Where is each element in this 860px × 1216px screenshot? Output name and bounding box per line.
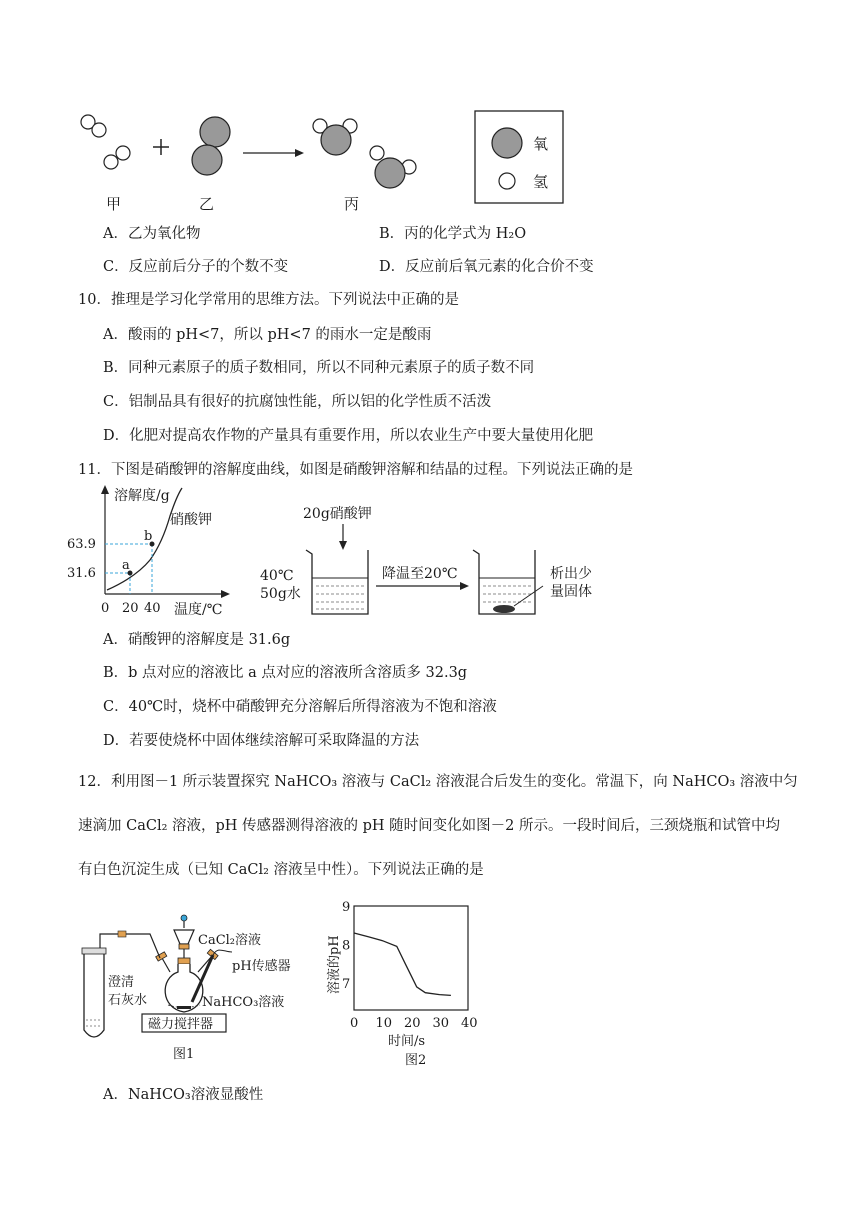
ph-sensor-label: pH传感器	[232, 959, 291, 974]
q10-stem: 10．推理是学习化学常用的思维方法。下列说法中正确的是	[78, 292, 459, 308]
q12-stem-line2: 速滴加 CaCl₂ 溶液，pH 传感器测得溶液的 pH 随时间变化如图－2 所示。一段时间后，三颈烧瓶和试管中均	[78, 818, 781, 834]
q9-option-d[interactable]: D．反应前后氧元素的化合价不变	[379, 259, 594, 275]
ph-chart-xlabel: 时间/s	[388, 1034, 426, 1049]
ph-y-tick: 7	[342, 977, 351, 992]
q10-option-b[interactable]: B．同种元素原子的质子数相同，所以不同种元素原子的质子数不同	[103, 360, 535, 376]
legend-box	[475, 111, 563, 203]
y-tick-31-6: 31.6	[67, 566, 96, 581]
limewater-label-2: 石灰水	[108, 993, 148, 1008]
label-bing: 丙	[344, 195, 360, 213]
ph-x-tick: 30	[432, 1016, 450, 1031]
q9-option-c[interactable]: C．反应前后分子的个数不变	[103, 259, 289, 275]
q9-option-a[interactable]: A．乙为氧化物	[103, 226, 201, 242]
point-b-label: b	[144, 529, 153, 544]
x-tick-20: 20	[122, 601, 139, 616]
q10-option-a[interactable]: A．酸雨的 pH<7，所以 pH<7 的雨水一定是酸雨	[103, 327, 432, 343]
ph-chart-ylabel: 溶液的pH	[327, 935, 342, 994]
q11-option-c[interactable]: C．40℃时，烧杯中硝酸钾充分溶解后所得溶液为不饱和溶液	[103, 699, 497, 715]
label-jia: 甲	[106, 195, 122, 213]
temperature-label: 40℃	[260, 568, 294, 584]
molecule-bing	[313, 119, 416, 188]
result-label-2: 量固体	[550, 584, 592, 600]
added-solute-label: 20g硝酸钾	[303, 506, 372, 522]
molecule-yi	[192, 117, 230, 175]
q10-option-c[interactable]: C．铝制品具有很好的抗腐蚀性能，所以铝的化学性质不活泼	[103, 394, 492, 410]
point-a-label: a	[122, 558, 130, 573]
ph-x-tick: 0	[350, 1016, 359, 1031]
x-tick-0: 0	[101, 601, 110, 616]
q12-option-a[interactable]: A．NaHCO₃溶液显酸性	[103, 1087, 264, 1103]
curve-label: 硝酸钾	[170, 512, 212, 528]
beaker-2	[473, 550, 535, 614]
x-tick-40: 40	[144, 601, 161, 616]
ph-x-tick: 40	[461, 1016, 478, 1031]
beaker-1	[306, 550, 368, 614]
ph-y-tick: 8	[342, 938, 351, 954]
y-tick-63-9: 63.9	[67, 537, 96, 552]
fig2-caption: 图2	[405, 1053, 427, 1068]
nahco3-label: NaHCO₃溶液	[202, 995, 285, 1010]
q11-option-d[interactable]: D．若要使烧杯中固体继续溶解可采取降温的方法	[103, 733, 420, 749]
fig1-caption: 图1	[173, 1047, 195, 1062]
reaction-arrow	[243, 149, 304, 157]
reaction-diagram	[70, 105, 590, 215]
q11-stem: 11．下图是硝酸钾的溶解度曲线，如图是硝酸钾溶解和结晶的过程。下列说法正确的是	[78, 462, 633, 478]
q11-option-a[interactable]: A．硝酸钾的溶解度是 31.6g	[103, 632, 291, 648]
q12-stem-line1: 12．利用图－1 所示装置探究 NaHCO₃ 溶液与 CaCl₂ 溶液混合后发生的变化。常温下，向 NaHCO₃ 溶液中匀	[78, 774, 798, 790]
label-yi: 乙	[199, 195, 215, 213]
q11-option-b[interactable]: B．b 点对应的溶液比 a 点对应的溶液所含溶质多 32.3g	[103, 665, 468, 681]
hydrogen-atom-icon	[499, 173, 515, 189]
test-tube	[84, 952, 104, 1037]
molecule-jia	[81, 115, 130, 169]
oxygen-atom-icon	[492, 128, 522, 158]
legend-hydrogen: 氢	[533, 173, 549, 191]
ph-chart-frame	[354, 906, 468, 1010]
dissolution-process	[258, 500, 618, 620]
solubility-ylabel: 溶解度/g	[114, 488, 170, 504]
q9-option-b[interactable]: B．丙的化学式为 H₂O	[379, 226, 527, 242]
ph-chart	[322, 898, 482, 1068]
apparatus-figure	[72, 910, 312, 1070]
solubility-graph	[67, 482, 270, 622]
cooling-label: 降温至20℃	[382, 566, 458, 582]
result-label-1: 析出少	[550, 566, 592, 582]
ph-y-tick: 9	[342, 900, 351, 915]
solubility-xlabel: 温度/℃	[174, 602, 223, 618]
q10-option-d[interactable]: D．化肥对提高农作物的产量具有重要作用，所以农业生产中要大量使用化肥	[103, 428, 594, 444]
plus-sign	[153, 139, 169, 155]
water-label: 50g水	[260, 586, 301, 602]
ph-x-tick: 10	[375, 1016, 393, 1031]
cacl2-label: CaCl₂溶液	[198, 933, 262, 948]
dropping-funnel	[174, 930, 194, 944]
stirrer-label: 磁力搅拌器	[148, 1017, 214, 1032]
ph-x-tick: 20	[404, 1016, 421, 1031]
q12-stem-line3: 有白色沉淀生成（已知 CaCl₂ 溶液呈中性）。下列说法正确的是	[78, 862, 484, 878]
crystal-precipitate	[493, 605, 515, 613]
limewater-label-1: 澄清	[108, 975, 135, 990]
legend-oxygen: 氧	[533, 135, 549, 153]
